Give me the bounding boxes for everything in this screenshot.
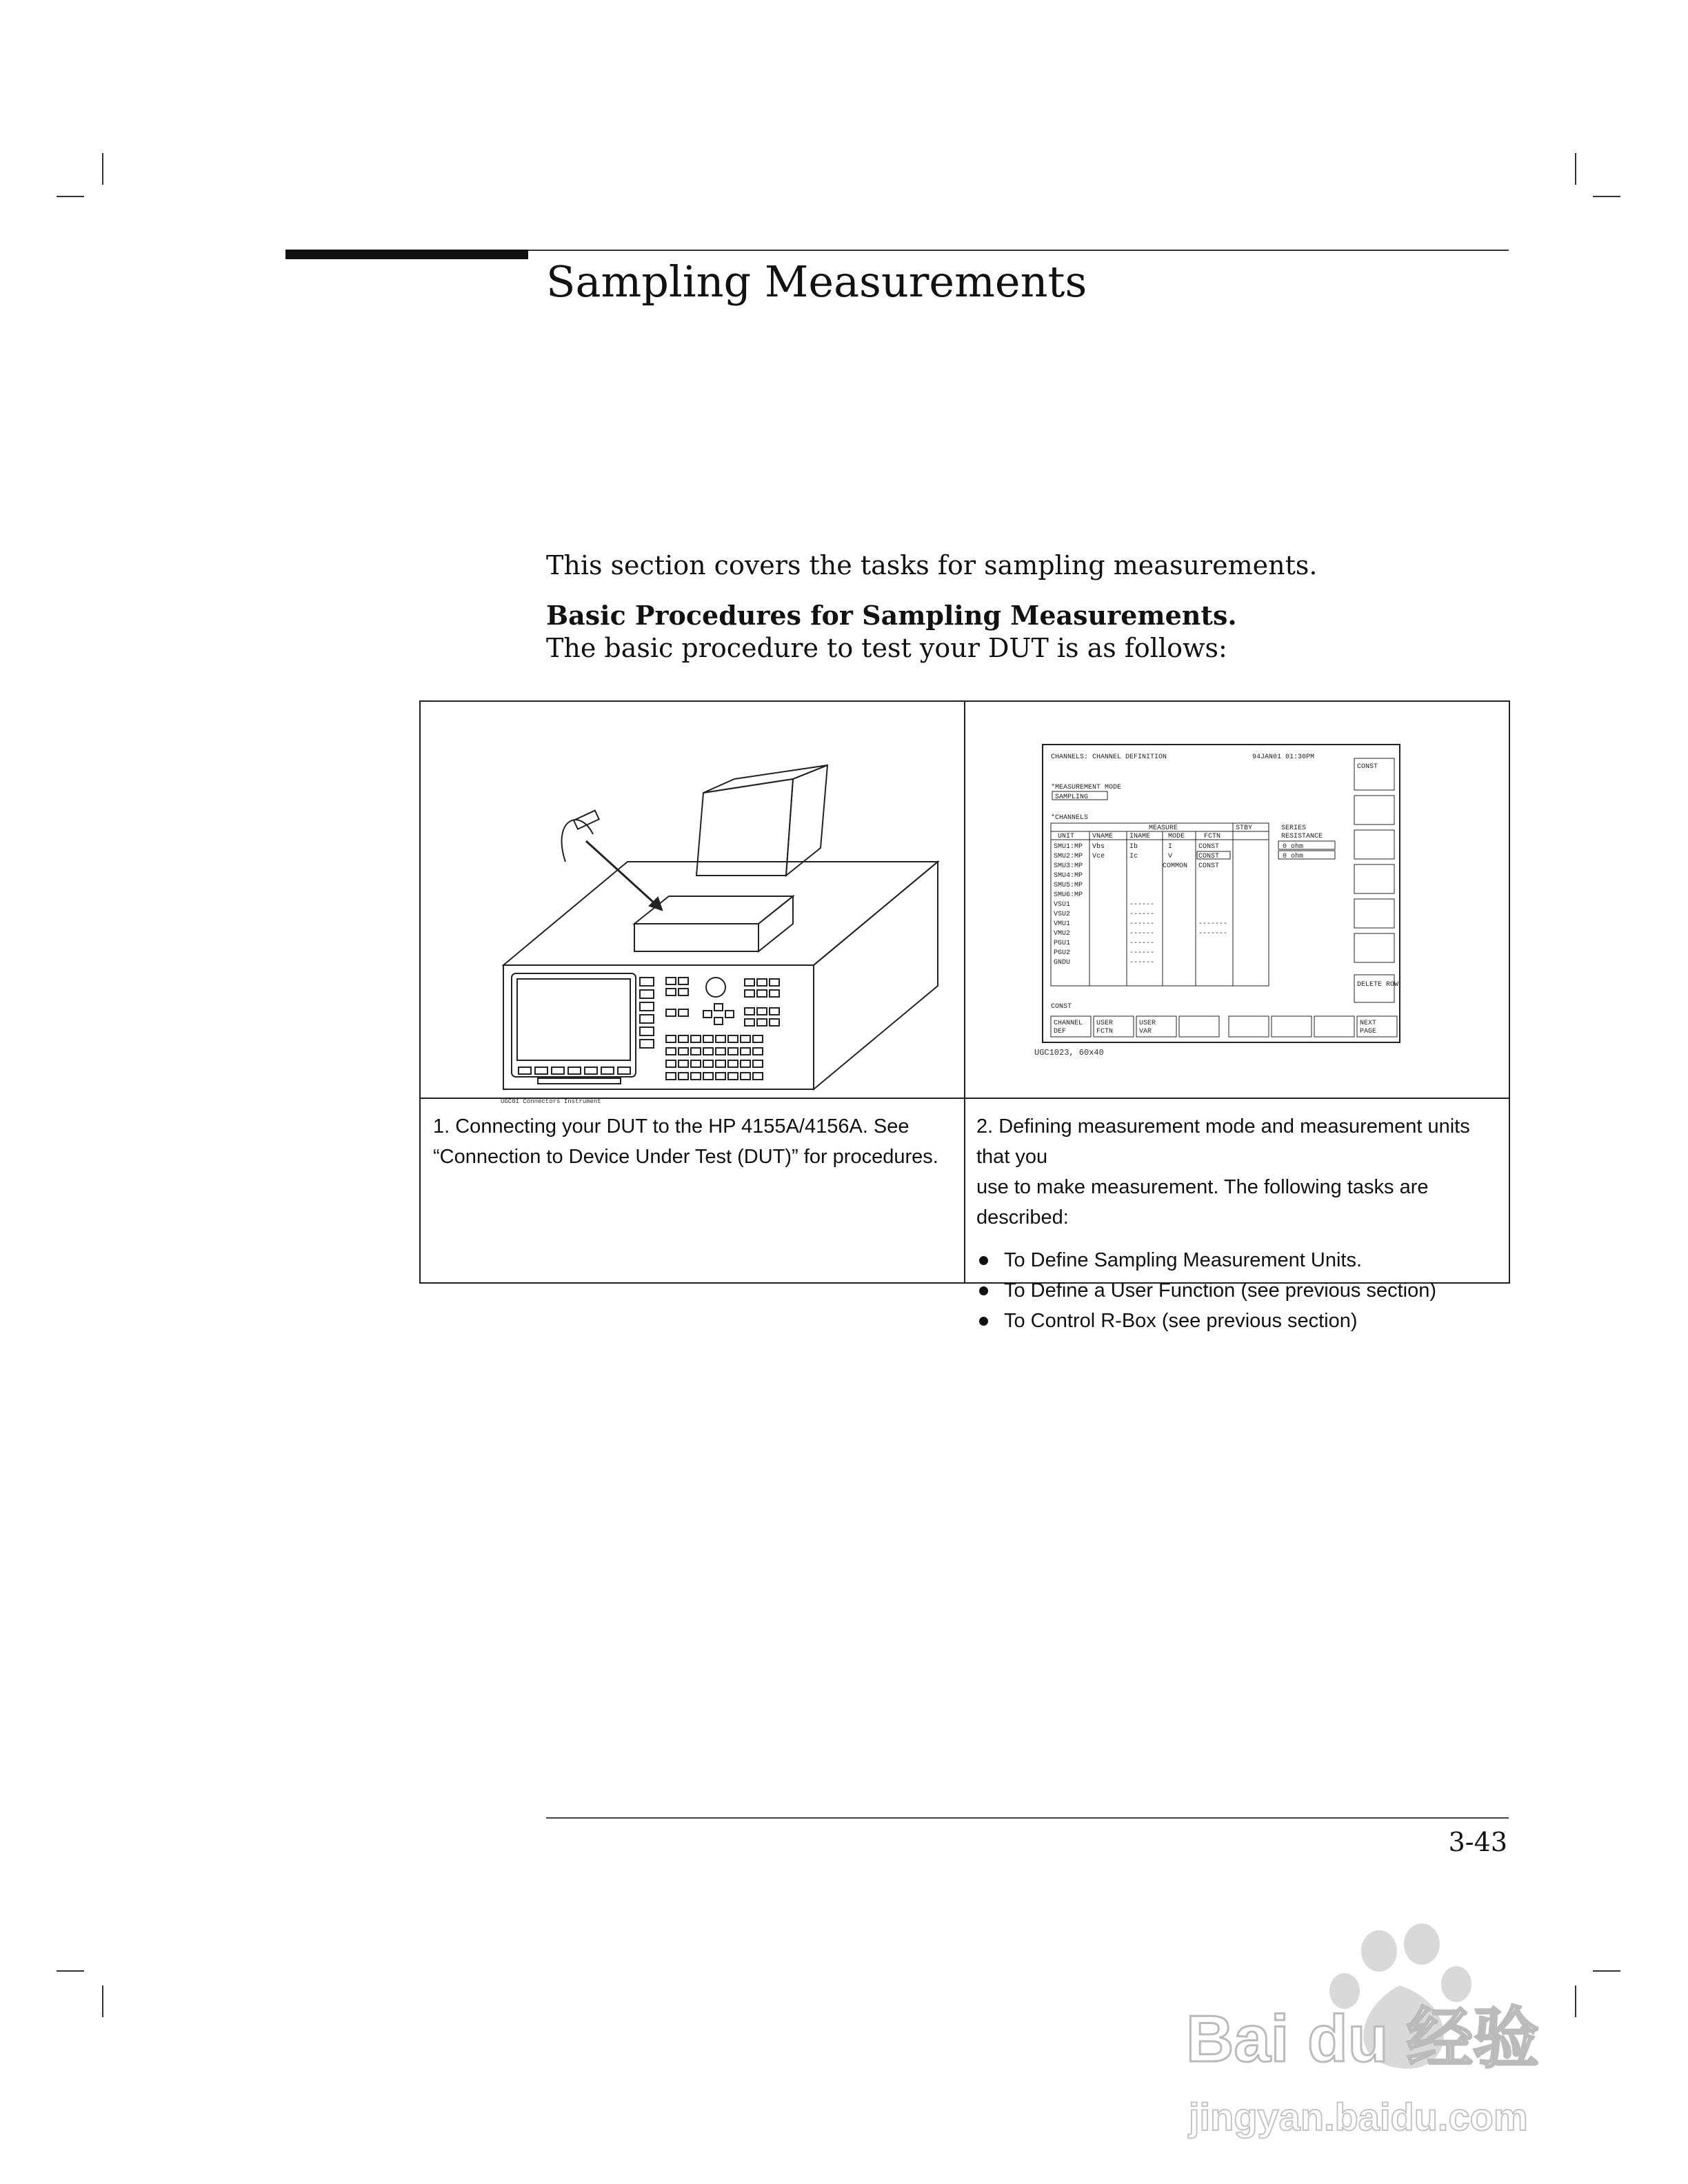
column-header: FCTN [1204, 833, 1221, 840]
table-cell: SMU2:MP [1054, 853, 1083, 860]
watermark-url: jingyan.baidu.com [1189, 2095, 1528, 2138]
figure-caption: UGC01 Connectors Instrument [501, 1098, 601, 1105]
instrument-illustration [496, 738, 924, 1105]
softkey-const[interactable]: CONST [1357, 763, 1378, 771]
instrument-body [503, 862, 938, 965]
softkey-next-page[interactable]: NEXT [1360, 1020, 1377, 1027]
table-cell: Ic [1129, 853, 1138, 860]
table-cell: SMU6:MP [1054, 891, 1083, 899]
resistance-label: RESISTANCE [1281, 833, 1323, 840]
group-stby: STBY [1236, 825, 1253, 832]
table-cell: Ib [1129, 843, 1138, 851]
softkey-delete-row[interactable]: DELETE ROW [1357, 981, 1399, 989]
table-cell: PGU2 [1054, 949, 1071, 957]
table-cell: CONST [1198, 862, 1220, 870]
softkey-user-fctn[interactable]: USER [1096, 1020, 1114, 1027]
table-cell: SMU4:MP [1054, 872, 1083, 880]
column-header: VNAME [1092, 833, 1114, 840]
section-bar [285, 250, 528, 259]
channels-label: *CHANNELS [1051, 814, 1089, 822]
intro-text: This section covers the tasks for sampling measurements. [546, 550, 1318, 580]
step-text: 1. Connecting your DUT to the HP 4155A/4156A. See [433, 1115, 910, 1138]
table-divider [964, 702, 965, 1282]
table-cell: GNDU [1054, 959, 1071, 967]
table-cell: COMMON [1163, 862, 1188, 870]
group-measure: MEASURE [1149, 825, 1178, 832]
softkey-user-fctn[interactable]: FCTN [1096, 1028, 1114, 1035]
table-cell: ------- [1198, 930, 1228, 938]
table-cell: VMU2 [1054, 930, 1071, 938]
table-cell: SMU3:MP [1054, 862, 1083, 870]
crop-mark [1593, 1970, 1620, 1972]
procedure-intro: The basic procedure to test your DUT is as follows: [546, 633, 1227, 663]
series-value: 0 ohm [1283, 843, 1304, 851]
table-cell: ------ [1129, 940, 1155, 947]
watermark-brand: Bai du 经验 [1186, 2002, 1540, 2076]
table-cell: ------ [1129, 911, 1155, 918]
footer-rule [546, 1817, 1509, 1819]
crop-mark [102, 153, 103, 185]
table-cell: SMU5:MP [1054, 882, 1083, 889]
step-text: “Connection to Device Under Test (DUT)” for procedures. [433, 1146, 938, 1168]
baidu-watermark [1172, 1903, 1586, 2165]
table-cell: I [1168, 843, 1173, 851]
page-number: 3-43 [1448, 1827, 1507, 1857]
measurement-mode-value: SAMPLING [1055, 793, 1089, 801]
task-list [976, 1245, 1507, 1336]
crop-mark [57, 196, 84, 197]
table-cell: ------ [1129, 920, 1155, 928]
header-rule [528, 250, 1509, 251]
table-cell: Vce [1092, 853, 1105, 860]
procedure-table [419, 700, 1510, 1332]
step-1 [433, 1111, 943, 1172]
table-cell: VSU1 [1054, 901, 1071, 909]
crop-mark [57, 1970, 84, 1972]
list-item: To Define Sampling Measurement Units. [976, 1245, 1507, 1275]
step-text: 2. Defining measurement mode and measurement units that you [976, 1115, 1470, 1168]
table-cell: ------ [1129, 930, 1155, 938]
table-cell: PGU1 [1054, 940, 1071, 947]
softkey-user-var[interactable]: VAR [1139, 1028, 1152, 1035]
procedure-heading: Basic Procedures for Sampling Measurements. [546, 600, 1237, 631]
softkey-channel-def[interactable]: DEF [1054, 1028, 1067, 1035]
table-cell: CONST [1198, 843, 1220, 851]
crop-mark [1575, 153, 1576, 185]
measurement-mode-label: *MEASUREMENT MODE [1051, 784, 1122, 791]
column-header: MODE [1168, 833, 1185, 840]
crop-mark [102, 1985, 103, 2017]
screen-title: CHANNELS: CHANNEL DEFINITION [1051, 754, 1167, 761]
table-cell: V [1168, 853, 1173, 860]
softkey-next-page[interactable]: PAGE [1360, 1028, 1377, 1035]
crop-mark [1593, 196, 1620, 197]
series-value: 0 ohm [1283, 853, 1304, 860]
figure-caption: UGC1023, 60x40 [1034, 1048, 1104, 1058]
table-cell: SMU1:MP [1054, 843, 1083, 851]
list-item: To Define a User Function (see previous section) [976, 1275, 1507, 1306]
table-cell: ------ [1129, 959, 1155, 967]
list-item: To Control R-Box (see previous section) [976, 1306, 1507, 1336]
series-label: SERIES [1281, 825, 1307, 832]
softkey-channel-def[interactable]: CHANNEL [1054, 1020, 1083, 1027]
channel-rows [1054, 842, 1230, 967]
bottom-label: CONST [1051, 1003, 1072, 1011]
instrument-screen [512, 973, 636, 1077]
screen-date: 94JAN01 01:30PM [1252, 754, 1315, 761]
table-cell: ------ [1129, 949, 1155, 957]
table-cell: VSU2 [1054, 911, 1071, 918]
page-title: Sampling Measurements [546, 256, 1087, 307]
table-cell: CONST [1198, 853, 1220, 860]
step-text: use to make measurement. The following tasks are described: [976, 1176, 1429, 1228]
table-cell: VMU1 [1054, 920, 1071, 928]
channel-definition-screen [1034, 743, 1469, 1060]
table-cell: ------- [1198, 920, 1228, 928]
column-header: UNIT [1058, 833, 1075, 840]
step-2 [976, 1111, 1507, 1336]
column-header: INAME [1129, 833, 1151, 840]
table-cell: Vbs [1092, 843, 1105, 851]
table-cell: ------ [1129, 901, 1155, 909]
softkey-user-var[interactable]: USER [1139, 1020, 1156, 1027]
